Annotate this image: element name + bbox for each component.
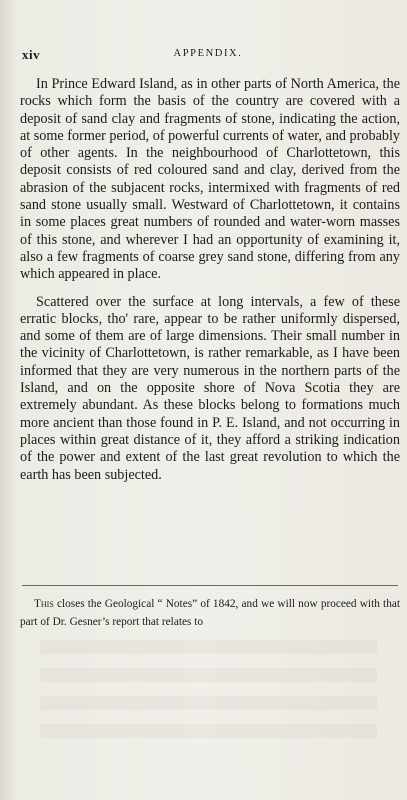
paragraph-1: In Prince Edward Island, as in other parts of North America, the rocks which form the basis of the country are covered with a deposit of sand clay and fragments of stone, indicating the action, at some former period, of powerful currents of water, and probably of other agents. In the neighbourhood of Charlottetown, this deposit consists of red coloured sand and clay, derived from the abrasion of the subjacent rocks, intermixed with fragments of red sand stone usually small. Westward of Charlottetown, it contains in some places great numbers of rounded and water-worn masses of this stone, and wherever I had an opportunity of examining it, also a few fragments of coarse grey sand stone, differing from any which appeared in place. bbox=[20, 76, 400, 283]
bleed-through bbox=[40, 640, 377, 654]
footnote bbox=[20, 595, 400, 631]
footnote-paragraph bbox=[20, 595, 400, 631]
footnote-divider bbox=[22, 585, 398, 586]
paragraph-2: Scattered over the surface at long intervals, a few of these erratic blocks, tho' rare, appear to be rather uniformly dispersed, and some of them are of large dimensions. Their small number in the vicinity of Charlottetown, is rather remarkable, as I have been informed that they are very numerous in the northern parts of the Island, and on the opposite shore of Nova Scotia they are extremely abundant. As these blocks belong to formations much more ancient than those found in P. E. Island, and not occurring in places within great distance of it, they afford a striking indication of the power and extent of the last great revolution to which the earth has been subjected. bbox=[20, 293, 400, 483]
bleed-through bbox=[40, 668, 377, 682]
main-text bbox=[20, 76, 400, 484]
footnote-text: closes the Geological “ Notes” of 1842, and we will now proceed with that part of Dr. Gesner’s report that relates to bbox=[20, 598, 400, 628]
bleed-through bbox=[40, 696, 377, 710]
bleed-through bbox=[40, 724, 377, 738]
page-title: APPENDIX. bbox=[173, 48, 243, 59]
footnote-lead-word: This bbox=[34, 598, 54, 610]
page-number: xiv bbox=[22, 47, 41, 62]
running-header bbox=[22, 47, 394, 63]
